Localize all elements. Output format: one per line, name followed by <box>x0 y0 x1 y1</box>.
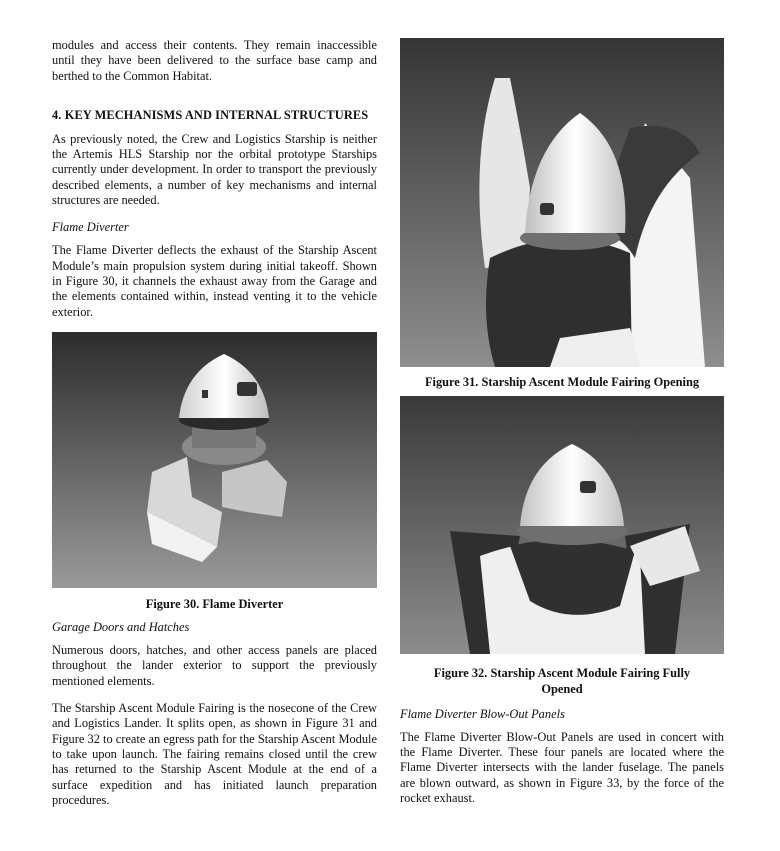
intro-paragraph: modules and access their contents. They remain inaccessible until they have been delivered to the surface base camp and berthed to the Common Habitat. <box>52 38 377 83</box>
garage-heading: Garage Doors and Hatches <box>52 620 190 635</box>
section-title: KEY MECHANISMS AND INTERNAL STRUCTURES <box>64 107 369 122</box>
section-paragraph: As previously noted, the Crew and Logistics Starship is neither the Artemis HLS Starship nor the orbital prototype Starships currently under development. In order to transport the previously described elements, a number of key mechanisms and internal structures are needed. <box>52 131 377 208</box>
blowout-heading: Flame Diverter Blow-Out Panels <box>400 706 565 721</box>
right-column <box>400 38 724 806</box>
section-number: 4. <box>52 107 62 122</box>
fairing-paragraph: The Starship Ascent Module Fairing is the nosecone of the Crew and Logistics Lander. It splits open, as shown in Figure 31 and Figure 32 to create an egress path for the Starship Ascent Module to take upon launch. The fairing remains closed until the crew has returned to the Starship Ascent Module at the end of a surface expedition and has initiated launch preparation procedures. <box>52 701 377 807</box>
flame-diverter-paragraph: The Flame Diverter deflects the exhaust of the Starship Ascent Module’s main propulsion system during initial takeoff. Shown in Figure 30, it channels the exhaust away from the Garage and the elements contained within, instead venting it to the vehicle exterior. <box>52 243 377 319</box>
flame-diverter-heading: Flame Diverter <box>52 220 129 235</box>
section-heading <box>52 108 377 123</box>
blowout-paragraph: The Flame Diverter Blow-Out Panels are used in concert with the Flame Diverter. These four panels are located where the Flame Diverter intersects with the lander fuselage. The panels are blown outward, as shown in Figure 33, by the force of the rocket exhaust. <box>400 729 724 806</box>
figure-31-image <box>400 38 724 367</box>
figure-32-caption: Figure 32. Starship Ascent Module Fairing Fully Opened <box>433 666 691 696</box>
figure-30-image <box>52 332 377 588</box>
left-column <box>52 38 377 808</box>
figure-30-caption: Figure 30. Flame Diverter <box>145 596 284 611</box>
figure-32-image <box>400 396 724 654</box>
garage-paragraph: Numerous doors, hatches, and other access panels are placed throughout the lander exterior to support the previously mentioned elements. <box>52 643 377 688</box>
figure-31-caption: Figure 31. Starship Ascent Module Fairing Opening <box>424 375 700 389</box>
